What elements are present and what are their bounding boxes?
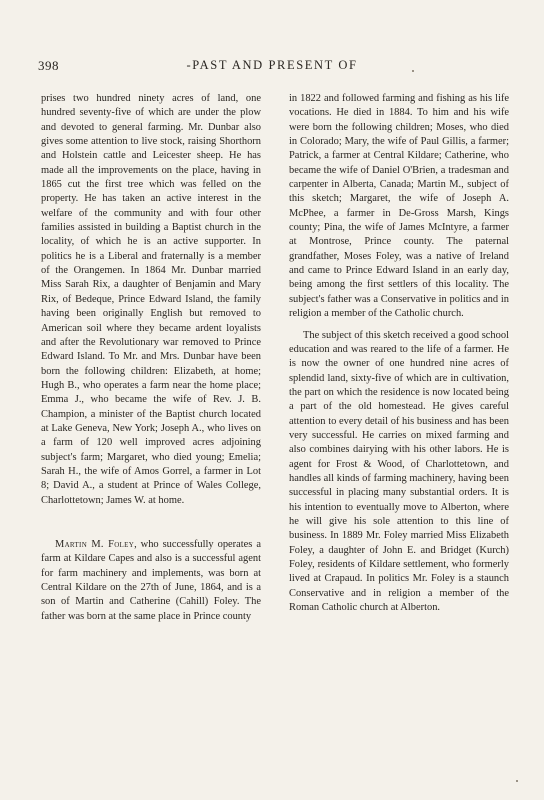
page-number: 398 [38,58,59,73]
dunbar-paragraph-continued: prises two hundred ninety acres of land, one hundred seventy-five of which are under the plow and devoted to general farming. Mr. Dunbar also gives some attention to live stock, raising Shorthorn and Holstein cattle and Leicester sheep. He has made all the improvements on the place, having in 1865 cut the first tree which was felled on the property. He has taken an active interest in the welfare of the community and with four other families assisted in building a Baptist church in the locality, of which he is an active supporter. In politics he is a Liberal and fraternally is a member of the Orangemen. In 1864 Mr. Dunbar married Miss Sarah Rix, a daughter of Benjamin and Mary Rix, of Bedeque, Prince Edward Island, the family having been originally English but removed to American soil where they became ardent loyalists and after the Revolutionary war removed to Prince Edward Island. To Mr. and Mrs. Dunbar have been born the following children: Elizabeth, at home; Hugh B., who operates a farm near the home place; Emma J., who became the wife of Rev. J. B. Champion, a minister of the Baptist church located at Lake Geneva, New York; Joseph A., who lives on a farm of 120 well improved acres adjoining subject's farm; Margaret, who died young; Emelia; Sarah H., the wife of Amos Gorrel, a farmer in Lot 8; David A., a student at Prince of Wales College, Charlottetown; James W. at home. [41,93,261,506]
foley-family-paragraph: in 1822 and followed farming and fishing as his life vocations. He died in 1884. To him and his wife were born the following children; Moses, who died in Colorado; Mary, the wife of Paul Gillis, a farmer; Patrick, a farmer at Central Kildare; Catherine, who became the wife of Daniel O'Brien, a tradesman and carpenter in Alberta, Canada; Martin M., subject of this sketch; Margaret, the wife of Joseph A. McPhee, a farmer in De-Gross Marsh, Kings county; Pina, the wife of James McIntyre, a farmer at Montrose, Prince county. The paternal grandfather, Moses Foley, was a native of Ireland and came to Prince Edward Island in an early day, being among the first settlers of this locality. The subject's father was a Conservative in politics and in religion a member of the Catholic church. [289,93,509,320]
paper-speck [412,70,414,72]
subject-name: Martin M. Foley [55,538,135,550]
page-header [38,58,506,78]
foley-paragraph-intro [41,538,261,624]
running-head: -PAST AND PRESENT OF [186,58,358,72]
paper-speck [516,780,518,782]
left-column [41,92,261,624]
foley-career-paragraph: The subject of this sketch received a good school education and was reared to the life of a farmer. He is now the owner of one hundred nine acres of splendid land, sixty-five of which are in cultivation, the part on which the residence is now located being a part of the old homestead. He gives careful attention to every detail of his business and has been very successful. He carries on mixed farming and also combines dairying with his other labors. He is agent for Frost & Wood, of Charlottetown, and handles all kinds of farming machinery, having been successful in placing many substantial orders. It is his intention to eventually move to Alberton, where he will give his sole attention to this line of business. In 1889 Mr. Foley married Miss Elizabeth Foley, a daughter of John E. and Bridget (Kurch) Foley, residents of Kildare settlement, who formerly lived at Crapaud. In politics Mr. Foley is a staunch Conservative and in religion a member of the Roman Catholic church at Alberton. [289,329,509,614]
foley-intro-text: , who successfully operates a farm at Kildare Capes and also is a successful agent for farm machinery and implements, was born at Central Kildare on the 27th of June, 1864, and is a son of Martin and Catherine (Cahill) Foley. The father was born at the same place in Prince county [41,538,261,622]
right-column [289,92,509,615]
